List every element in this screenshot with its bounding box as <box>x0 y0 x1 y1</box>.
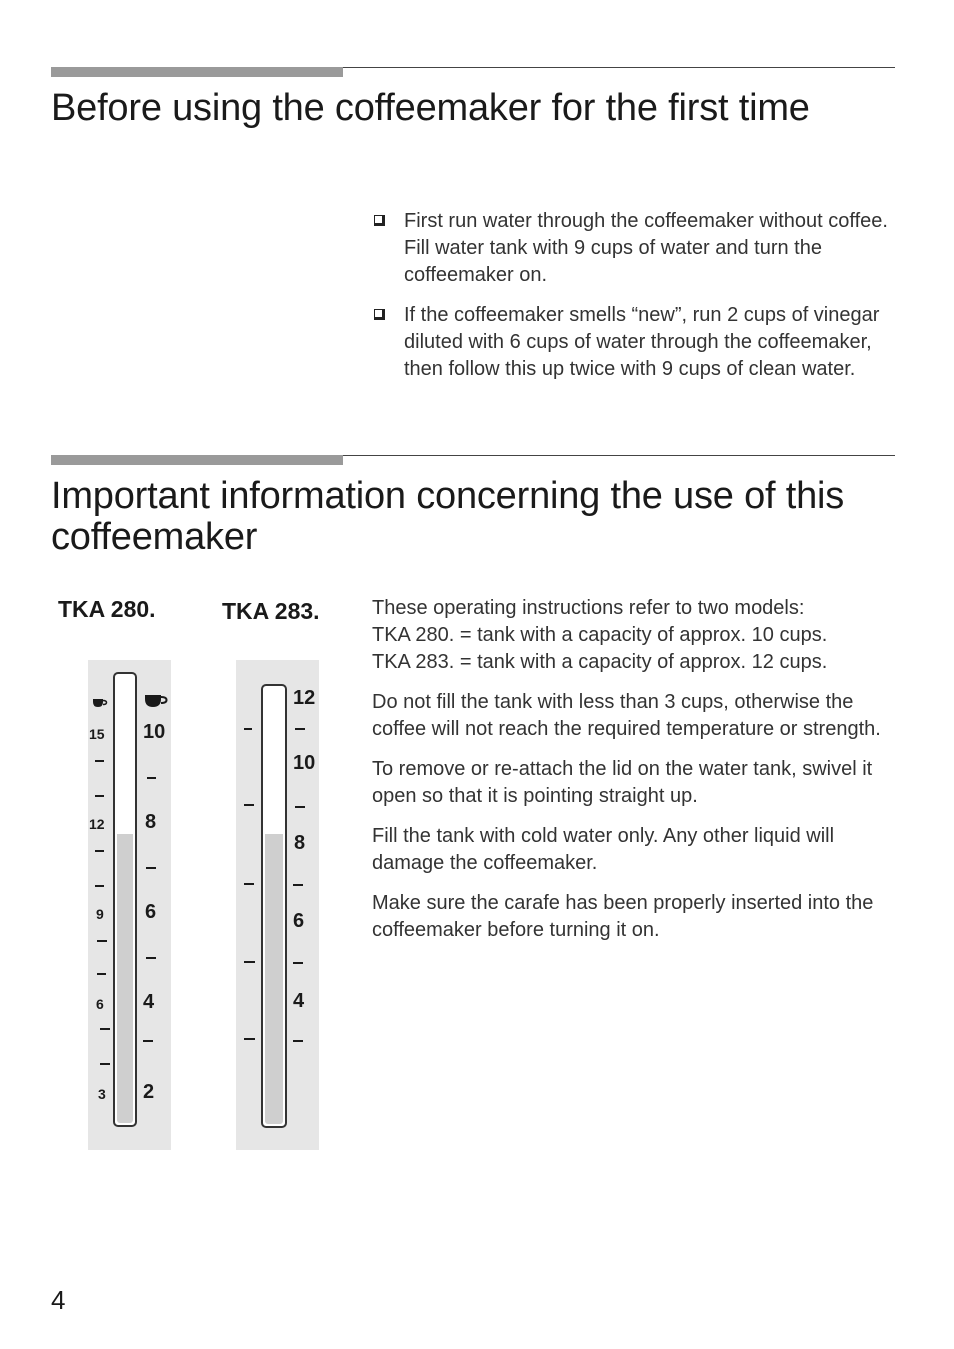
paragraph-minimum-fill: Do not fill the tank with less than 3 cups, otherwise the coffee will not reach the required temperature or strength. <box>372 691 881 740</box>
checkbox-bullet-icon <box>374 309 385 320</box>
model-label-tka283: TKA 283. <box>222 598 320 624</box>
gauge-tube <box>113 672 137 1127</box>
scale-tick <box>293 1040 303 1042</box>
scale-label-left: 9 <box>96 906 104 922</box>
scale-tick <box>244 804 254 806</box>
first-use-list <box>372 208 912 396</box>
section-rule-1 <box>51 67 895 68</box>
scale-label-right: 2 <box>143 1081 155 1103</box>
scale-tick <box>143 1040 153 1042</box>
scale-tick <box>100 1063 110 1065</box>
list-item-text: First run water through the coffeemaker without coffee. Fill water tank with 9 cups of water and turn the coffeemaker on. <box>404 210 888 286</box>
section-rule-accent <box>51 67 343 77</box>
scale-label-right: 12 <box>293 687 316 709</box>
important-info-paragraphs <box>372 595 902 957</box>
checkbox-bullet-icon <box>374 215 385 226</box>
scale-tick <box>147 777 156 779</box>
scale-label-right: 8 <box>294 832 306 854</box>
scale-tick <box>293 884 303 886</box>
scale-tick <box>146 957 156 959</box>
scale-label-right: 10 <box>143 721 166 743</box>
model-label-tka280: TKA 280. <box>58 596 156 622</box>
scale-label-right: 4 <box>143 991 155 1013</box>
list-item <box>372 302 912 383</box>
scale-tick <box>95 850 104 852</box>
scale-tick <box>95 795 104 797</box>
paragraph-carafe: Make sure the carafe has been properly inserted into the coffeemaker before turning it on. <box>372 892 874 941</box>
large-cup-icon <box>144 694 168 708</box>
gauge-fill <box>117 834 133 1123</box>
section-rule-2 <box>51 455 895 456</box>
page-number: 4 <box>51 1285 66 1315</box>
water-gauge-tka283 <box>236 660 319 1150</box>
scale-tick <box>295 806 305 808</box>
scale-tick <box>244 961 255 963</box>
paragraph-cold-water: Fill the tank with cold water only. Any other liquid will damage the coffeemaker. <box>372 825 835 874</box>
scale-label-left: 6 <box>96 996 104 1012</box>
section-title-important-info: Important information concerning the use of this coffeemaker <box>51 475 845 558</box>
scale-tick <box>100 1028 110 1030</box>
scale-tick <box>295 728 305 730</box>
scale-tick <box>293 962 303 964</box>
scale-label-right: 10 <box>293 752 316 774</box>
scale-label-left: 3 <box>98 1086 106 1102</box>
scale-tick <box>95 760 104 762</box>
section-rule-accent <box>51 455 343 465</box>
scale-label-left: 12 <box>89 816 105 832</box>
scale-label-left: 15 <box>89 726 105 742</box>
scale-tick <box>244 728 252 730</box>
scale-tick <box>97 973 106 975</box>
paragraph-models: These operating instructions refer to two models: TKA 280. = tank with a capacity of approx. 10 cups. TKA 283. = tank with a capacity of approx. 12 cups. <box>372 597 828 673</box>
scale-tick <box>244 883 254 885</box>
scale-tick <box>244 1038 255 1040</box>
gauge-fill <box>265 834 283 1124</box>
scale-tick <box>97 940 107 942</box>
gauge-tube <box>261 684 287 1128</box>
water-gauge-tka280 <box>88 660 171 1150</box>
scale-label-right: 6 <box>145 901 157 923</box>
scale-label-right: 6 <box>293 910 305 932</box>
list-item-text: If the coffeemaker smells “new”, run 2 cups of vinegar diluted with 6 cups of water through the coffeemaker, then follow this up twice with 9 cups of clean water. <box>404 304 880 380</box>
scale-tick <box>95 885 104 887</box>
small-cup-icon <box>92 698 108 708</box>
paragraph-lid: To remove or re-attach the lid on the water tank, swivel it open so that it is pointing straight up. <box>372 758 873 807</box>
scale-label-right: 8 <box>145 811 157 833</box>
scale-label-right: 4 <box>293 990 305 1012</box>
section-title-first-use: Before using the coffeemaker for the first time <box>51 87 810 129</box>
list-item <box>372 208 912 289</box>
scale-tick <box>146 867 156 869</box>
